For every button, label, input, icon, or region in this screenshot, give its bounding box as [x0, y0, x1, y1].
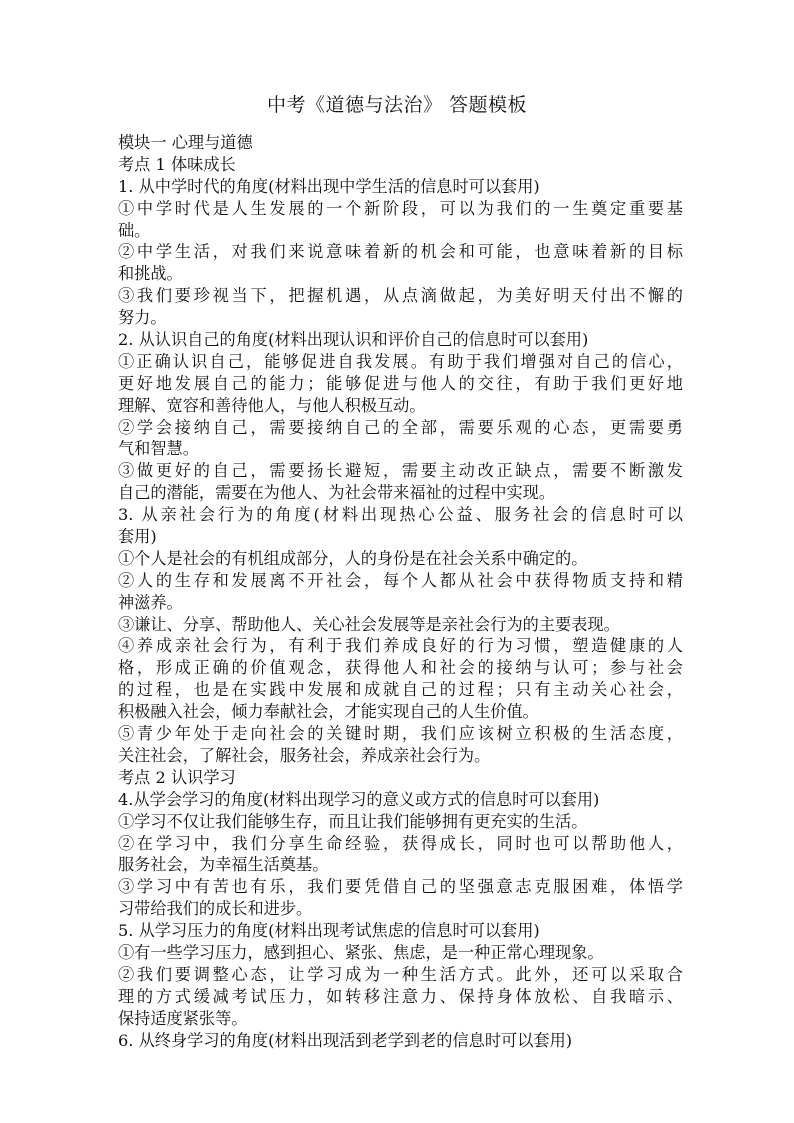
text-line: ⑤青少年处于走向社会的关键时期，我们应该树立积极的生活态度，: [118, 724, 683, 744]
text-line: ①个人是社会的有机组成部分，人的身份是在社会关系中确定的。: [118, 548, 588, 568]
text-line: ①中学时代是人生发展的一个新阶段，可以为我们的一生奠定重要基: [118, 198, 683, 218]
text-line: 更好地发展自己的能力；能够促进与他人的交往，有助于我们更好地: [118, 373, 683, 393]
text-line: 套用): [118, 527, 157, 547]
text-line: ③做更好的自己，需要扬长避短，需要主动改正缺点，需要不断激发: [118, 461, 683, 481]
text-line: 础。: [118, 220, 151, 240]
text-line: 和挑战。: [118, 264, 183, 284]
text-line: ①有一些学习压力，感到担心、紧张、焦虑，是一种正常心理现象。: [118, 942, 604, 962]
text-line: ②中学生活，对我们来说意味着新的机会和可能，也意味着新的目标: [118, 242, 683, 262]
document-body: [118, 132, 683, 1051]
document-title: 中考《道德与法治》 答题模板: [266, 94, 528, 116]
text-line: 自己的潜能，需要在为他人、为社会带来福祉的过程中实现。: [118, 483, 556, 503]
text-line: 理的方式缓减考试压力，如转移注意力、保持身体放松、自我暗示、: [118, 986, 683, 1006]
text-line: 气和智慧。: [118, 439, 199, 459]
text-line: 习带给我们的成长和进步。: [118, 899, 313, 919]
text-line: 努力。: [118, 308, 167, 328]
text-line: 考点 1 体味成长: [118, 154, 236, 174]
text-line: 的过程，也是在实践中发展和成就自己的过程；只有主动关心社会，: [118, 680, 683, 700]
text-line: ①学习不仅让我们能够生存，而且让我们能够拥有更充实的生活。: [118, 811, 588, 831]
text-line: 2. 从认识自己的角度(材料出现认识和评价自己的信息时可以套用): [118, 330, 589, 350]
text-line: 3. 从亲社会行为的角度(材料出现热心公益、服务社会的信息时可以: [118, 505, 683, 525]
text-line: 保持适度紧张等。: [118, 1008, 248, 1028]
text-line: ②我们要调整心态，让学习成为一种生活方式。此外，还可以采取合: [118, 964, 683, 984]
text-line: 神滋养。: [118, 592, 183, 612]
text-line: 考点 2 认识学习: [118, 767, 236, 787]
text-line: 5. 从学习压力的角度(材料出现考试焦虑的信息时可以套用): [118, 921, 540, 941]
text-line: 服务社会，为幸福生活奠基。: [118, 855, 329, 875]
text-line: 6. 从终身学习的角度(材料出现活到老学到老的信息时可以套用): [118, 1030, 573, 1050]
text-line: 4.从学会学习的角度(材料出现学习的意义或方式的信息时可以套用): [118, 789, 600, 809]
text-line: 关注社会，了解社会，服务社会，养成亲社会行为。: [118, 745, 491, 765]
text-line: 格，形成正确的价值观念，获得他人和社会的接纳与认可；参与社会: [118, 658, 683, 678]
text-line: 1. 从中学时代的角度(材料出现中学生活的信息时可以套用): [118, 176, 540, 196]
text-line: ④养成亲社会行为，有利于我们养成良好的行为习惯，塑造健康的人: [118, 636, 683, 656]
text-line: ③谦让、分享、帮助他人、关心社会发展等是亲社会行为的主要表现。: [118, 614, 620, 634]
text-line: ②人的生存和发展离不开社会，每个人都从社会中获得物质支持和精: [118, 570, 683, 590]
text-line: ②在学习中，我们分享生命经验，获得成长，同时也可以帮助他人，: [118, 833, 683, 853]
text-line: ②学会接纳自己，需要接纳自己的全部，需要乐观的心态，更需要勇: [118, 417, 683, 437]
text-line: ①正确认识自己，能够促进自我发展。有助于我们增强对自己的信心，: [118, 351, 683, 371]
text-line: 积极融入社会，倾力奉献社会，才能实现自己的人生价值。: [118, 702, 539, 722]
text-line: ③我们要珍视当下，把握机遇，从点滴做起，为美好明天付出不懈的: [118, 286, 683, 306]
text-line: 模块一 心理与道德: [118, 133, 253, 152]
text-line: ③学习中有苦也有乐，我们要凭借自己的坚强意志克服困难，体悟学: [118, 877, 683, 897]
text-line: 理解、宽容和善待他人，与他人积极互动。: [118, 395, 426, 415]
